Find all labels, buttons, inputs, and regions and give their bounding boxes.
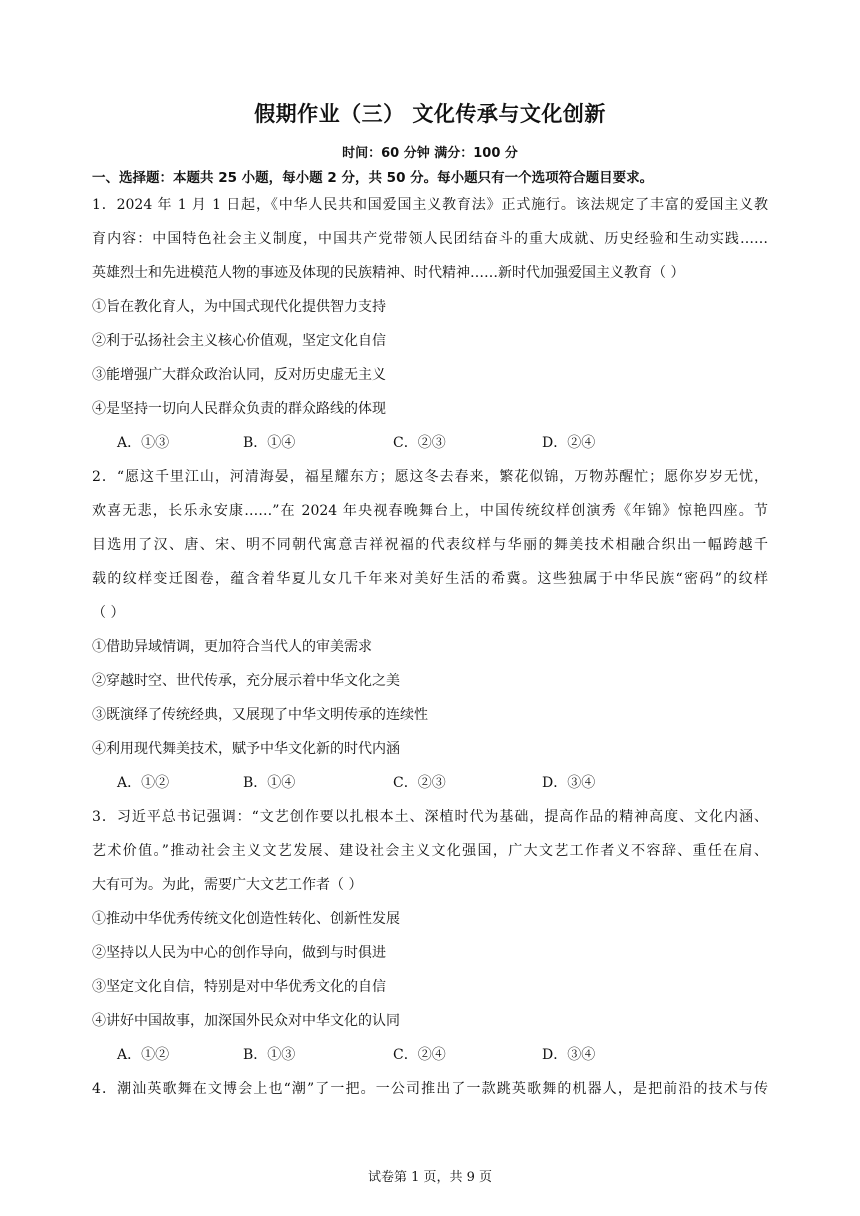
question-1-statement: ②利于弘扬社会主义核心价值观，坚定文化自信 <box>92 333 386 349</box>
option-c: C．②③ <box>393 435 446 451</box>
question-1-stem-line: 育内容：中国特色社会主义制度，中国共产党带领人民团结奋斗的重大成就、历史经验和生动实践…… <box>92 231 768 247</box>
option-c: C．②④ <box>393 1047 446 1063</box>
question-3-statement: ②坚持以人民为中心的创作导向，做到与时俱进 <box>92 945 386 961</box>
question-3-statement: ①推动中华优秀传统文化创造性转化、创新性发展 <box>92 911 400 927</box>
option-d: D．②④ <box>542 435 596 451</box>
section-heading: 一、选择题：本题共 25 小题，每小题 2 分，共 50 分。每小题只有一个选项符合题目要求。 <box>92 170 654 186</box>
question-4-stem-line: 4．潮汕英歌舞在文博会上也“潮”了一把。一公司推出了一款跳英歌舞的机器人，是把前沿的技术与传 <box>92 1081 768 1097</box>
option-c: C．②③ <box>393 775 446 791</box>
option-a: A．①② <box>117 1047 170 1063</box>
question-2-statement: ③既演绎了传统经典，又展现了中华文明传承的连续性 <box>92 707 428 723</box>
question-1-stem-line: 1．2024 年 1 月 1 日起，《中华人民共和国爱国主义教育法》正式施行。该法规定了丰富的爱国主义教 <box>92 197 768 213</box>
question-1-statement: ③能增强广大群众政治认同，反对历史虚无主义 <box>92 367 386 383</box>
question-3-statement: ③坚定文化自信，特别是对中华优秀文化的自信 <box>92 979 386 995</box>
question-1-statement: ④是坚持一切向人民群众负责的群众路线的体现 <box>92 401 386 417</box>
question-3-statement: ④讲好中国故事，加深国外民众对中华文化的认同 <box>92 1013 400 1029</box>
question-2-stem-line: （ ） <box>92 605 125 621</box>
question-2-statement: ②穿越时空、世代传承，充分展示着中华文化之美 <box>92 673 400 689</box>
question-2-stem-line: 2．“愿这千里江山，河清海晏，福星耀东方；愿这冬去春来，繁花似锦，万物苏醒忙；愿你岁岁无忧， <box>92 469 768 485</box>
question-2-statement: ①借助异域情调，更加符合当代人的审美需求 <box>92 639 372 655</box>
question-3-stem-line: 3．习近平总书记强调：“文艺创作要以扎根本土、深植时代为基础，提高作品的精神高度、文化内涵、 <box>92 809 768 825</box>
option-b: B．①④ <box>243 435 296 451</box>
option-a: A．①③ <box>117 435 170 451</box>
option-b: B．①④ <box>243 775 296 791</box>
question-1-stem-line: 英雄烈士和先进模范人物的事迹及体现的民族精神、时代精神……新时代加强爱国主义教育（ ） <box>92 265 685 281</box>
question-3-stem-line: 艺术价值。”推动社会主义文艺发展、建设社会主义文化强国，广大文艺工作者义不容辞、重任在肩、 <box>92 843 768 859</box>
option-d: D．③④ <box>542 1047 596 1063</box>
option-b: B．①③ <box>243 1047 296 1063</box>
question-1-statement: ①旨在教化育人，为中国式现代化提供智力支持 <box>92 299 386 315</box>
question-2-stem-line: 载的纹样变迁图卷，蕴含着华夏儿女几千年来对美好生活的希冀。这些独属于中华民族“密码”的纹样 <box>92 571 768 587</box>
exam-time-score: 时间：60 分钟 满分：100 分 <box>342 146 518 161</box>
option-d: D．③④ <box>542 775 596 791</box>
option-a: A．①② <box>117 775 170 791</box>
question-2-statement: ④利用现代舞美技术，赋予中华文化新的时代内涵 <box>92 741 400 757</box>
question-3-stem-line: 大有可为。为此，需要广大文艺工作者（ ） <box>92 877 363 893</box>
question-2-stem-line: 目选用了汉、唐、宋、明不同朝代寓意吉祥祝福的代表纹样与华丽的舞美技术相融合织出一幅跨越千 <box>92 537 768 553</box>
page-footer: 试卷第 1 页，共 9 页 <box>367 1170 493 1185</box>
question-2-stem-line: 欢喜无悲，长乐永安康……”在 2024 年央视春晚舞台上，中国传统纹样创演秀《年锦》惊艳四座。节 <box>92 503 768 519</box>
page-title: 假期作业（三） 文化传承与文化创新 <box>254 102 606 126</box>
